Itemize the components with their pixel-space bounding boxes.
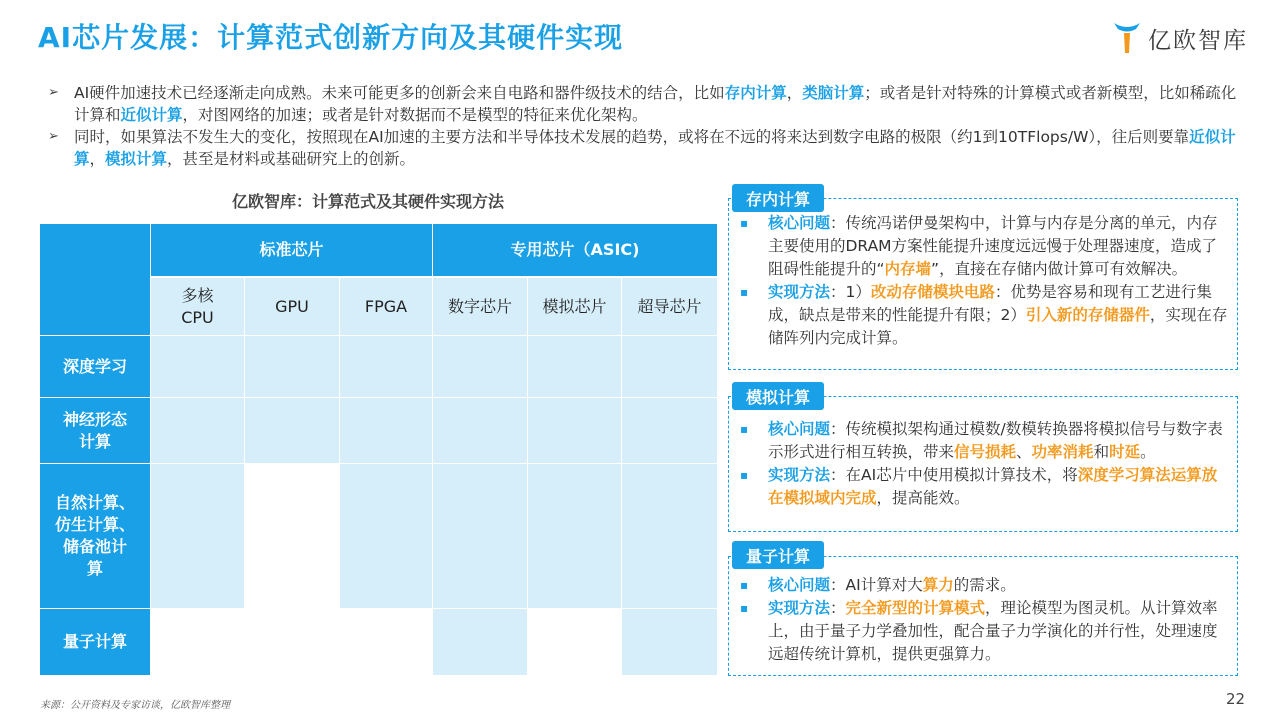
text-run: ，提高能效。	[876, 489, 970, 507]
square-bullet-icon: ▪	[740, 285, 749, 299]
table-cell	[528, 464, 621, 608]
square-bullet-icon: ▪	[740, 578, 749, 592]
table-cell	[245, 464, 339, 608]
text-run: ：传统模拟架构通过模数/数模转换器将模拟信号与数字表示形式进行相互转换，带来	[768, 420, 1223, 461]
text-run: ：	[830, 599, 846, 617]
panel-body	[736, 212, 1232, 350]
panel-tag: 存内计算	[732, 184, 824, 212]
table-cell	[151, 398, 244, 463]
item-label: 实现方法	[768, 466, 831, 484]
table-cell	[245, 398, 339, 463]
table-cell	[340, 336, 432, 397]
table-cell	[151, 336, 244, 397]
group-header: 标准芯片	[151, 224, 432, 276]
table-cell	[622, 336, 717, 397]
panel-tag: 量子计算	[732, 541, 824, 569]
table-cell	[151, 609, 244, 675]
emphasis-term: 信号损耗	[954, 443, 1017, 461]
text-run: ，	[89, 150, 106, 168]
table-cell	[433, 336, 527, 397]
table-cell	[340, 398, 432, 463]
intro-bullet	[48, 82, 1238, 126]
table-cell	[622, 609, 717, 675]
text-run: 的需求。	[953, 576, 1016, 594]
emphasis-term: 引入新的存储器件	[1025, 306, 1150, 324]
table-cell	[433, 398, 527, 463]
emphasis-term: 算力	[922, 576, 954, 594]
highlight-term: 近似计算	[120, 106, 183, 124]
column-header: GPU	[245, 278, 339, 335]
text-run: ：1）	[830, 283, 871, 301]
column-header: FPGA	[340, 278, 432, 335]
intro-bullets	[48, 82, 1238, 170]
intro-bullet	[48, 126, 1238, 170]
emphasis-term: 完全新型的计算模式	[845, 599, 986, 617]
item-label: 核心问题	[768, 420, 831, 438]
text-run: 同时，如果算法不发生大的变化，按照现在AI加速的主要方法和半导体技术发展的趋势，或将在不远的将来达到数字电路的极限（约1到10TFlops/W），往后则要靠	[74, 128, 1190, 146]
table-cell	[340, 609, 432, 675]
highlight-term: 类脑计算	[802, 84, 865, 102]
page-title: AI芯片发展：计算范式创新方向及其硬件实现	[38, 21, 624, 54]
text-run: ，理论模型为图灵机。从计算效率上，由于量子力学叠加性，配合量子力学演化的并行性，处理速度远超传统计算机，提供更强算力。	[768, 599, 1218, 663]
table-cell	[245, 336, 339, 397]
text-run: 。	[1140, 443, 1156, 461]
source-note: 来源：公开资料及专家访谈，亿欧智库整理	[40, 700, 230, 711]
emphasis-term: 时延	[1109, 443, 1141, 461]
text-run: ，甚至是材料或基础研究上的创新。	[167, 150, 416, 168]
item-label: 核心问题	[768, 576, 831, 594]
table-corner	[40, 224, 150, 335]
text-run: ，实现在存储阵列内完成计算。	[768, 306, 1228, 347]
text-run: ：在AI芯片中使用模拟计算技术，将	[830, 466, 1078, 484]
table-cell	[433, 464, 527, 608]
emphasis-term: 深度学习算法运算放在模拟域内完成	[768, 466, 1218, 507]
text-run: ：优势是容易和现有工艺进行集成，缺点是带来的性能提升有限；2）	[768, 283, 1212, 324]
emphasis-term: 改动存储模块电路	[870, 283, 995, 301]
table-cell	[245, 609, 339, 675]
square-bullet-icon: ▪	[740, 422, 749, 436]
row-header: 神经形态 计算	[40, 398, 150, 463]
column-header: 模拟芯片	[528, 278, 621, 335]
item-label: 核心问题	[768, 214, 831, 232]
column-header: 超导芯片	[622, 278, 717, 335]
item-label: 实现方法	[768, 599, 831, 617]
highlight-term: 近似计算	[74, 128, 1236, 168]
text-run: ：传统冯诺伊曼架构中，计算与内存是分离的单元，内存主要使用的DRAM方案性能提升速度远远慢于处理器速度，造成了阻碍性能提升的“	[768, 214, 1218, 278]
table-cell	[433, 609, 527, 675]
row-header: 深度学习	[40, 336, 150, 397]
logo-text: 亿欧智库	[1148, 27, 1248, 54]
text-run: ”，直接在存储内做计算可有效解决。	[931, 260, 1188, 278]
panel-body	[736, 574, 1232, 666]
table-cell	[151, 464, 244, 608]
table-cell	[528, 336, 621, 397]
text-run: AI硬件加速技术已经逐渐走向成熟。未来可能更多的创新会来自电路和器件级技术的结合，比如	[74, 84, 725, 102]
arrow-bullet-icon: ➢	[48, 129, 59, 144]
table-cell	[622, 398, 717, 463]
panel-body	[736, 418, 1232, 510]
table-caption: 亿欧智库：计算范式及其硬件实现方法	[232, 192, 505, 211]
group-header: 专用芯片（ASIC)	[433, 224, 717, 276]
arrow-bullet-icon: ➢	[48, 85, 59, 100]
yiou-logo-icon	[1112, 21, 1142, 55]
panel-item	[736, 212, 1232, 281]
emphasis-term: 内存墙	[884, 260, 932, 278]
text-run: 、	[1016, 443, 1032, 461]
panel-item	[736, 597, 1232, 666]
table-cell	[622, 464, 717, 608]
square-bullet-icon: ▪	[740, 468, 749, 482]
square-bullet-icon: ▪	[740, 601, 749, 615]
item-label: 实现方法	[768, 283, 831, 301]
panel-item	[736, 418, 1232, 464]
row-header: 自然计算、 仿生计算、 储备池计 算	[40, 464, 150, 608]
highlight-term: 模拟计算	[105, 150, 168, 168]
panel-tag: 模拟计算	[732, 382, 824, 410]
brand-logo	[1112, 18, 1248, 58]
column-header: 多核 CPU	[151, 278, 244, 335]
highlight-term: 存内计算	[724, 84, 787, 102]
text-run: ：AI计算对大	[830, 576, 923, 594]
text-run: ；或者是针对特殊的计算模式或者新模型，比如稀疏化计算和	[74, 84, 1237, 124]
panel-item	[736, 574, 1232, 597]
text-run: 和	[1093, 443, 1110, 461]
text-run: ，	[786, 84, 803, 102]
text-run: ，对图网络的加速；或者是针对数据而不是模型的特征来优化架构。	[182, 106, 648, 124]
page-number: 22	[1226, 690, 1246, 708]
row-header: 量子计算	[40, 609, 150, 675]
panel-item	[736, 281, 1232, 350]
column-header: 数字芯片	[433, 278, 527, 335]
paradigm-hardware-table	[40, 224, 717, 675]
emphasis-term: 功率消耗	[1031, 443, 1094, 461]
square-bullet-icon: ▪	[740, 216, 749, 230]
table-cell	[340, 464, 432, 608]
panel-item	[736, 464, 1232, 510]
table-cell	[528, 398, 621, 463]
table-cell	[528, 609, 621, 675]
